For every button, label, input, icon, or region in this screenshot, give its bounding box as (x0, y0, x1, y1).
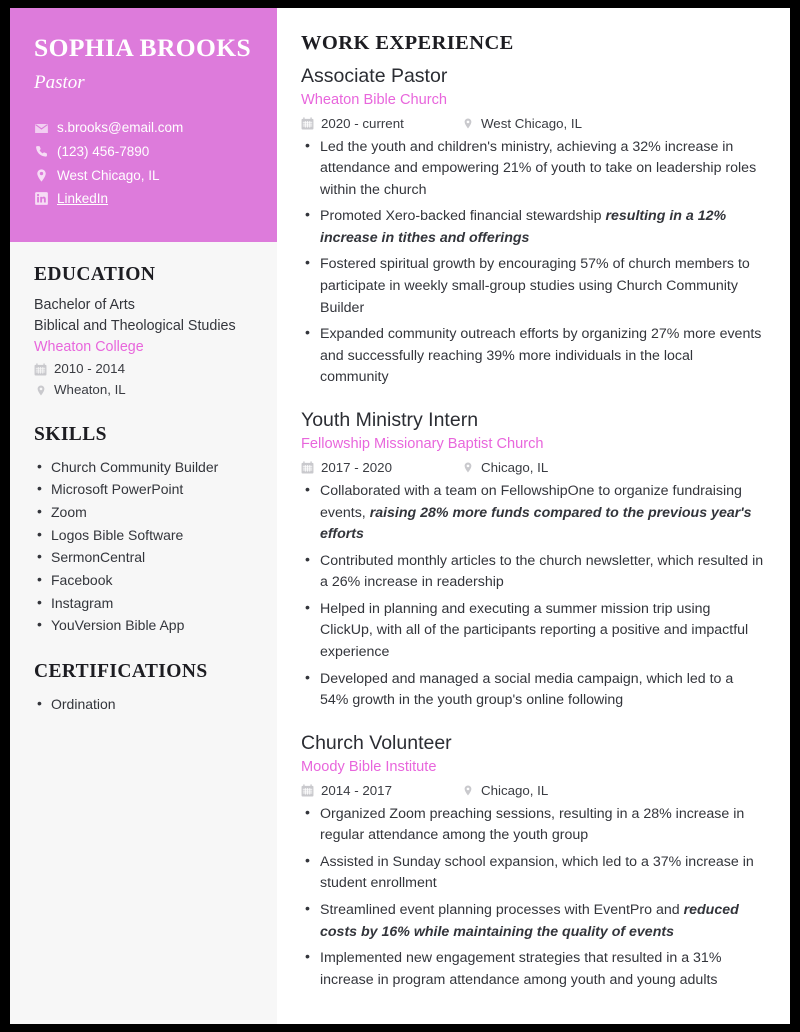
job-dates-row (301, 458, 461, 478)
job-organization: Fellowship Missionary Baptist Church (301, 436, 544, 453)
skills-heading: SKILLS (34, 424, 107, 446)
envelope-icon (34, 121, 49, 136)
job-bullet: • Expanded community outreach efforts by organizing 27% more events and successfully reaching 39% more individuals in the local community (301, 324, 764, 389)
job-dates: 2014 - 2017 (321, 782, 392, 798)
location-pin-icon (461, 784, 474, 797)
location-pin-icon (34, 384, 47, 397)
education-field: Biblical and Theological Studies (34, 317, 236, 334)
job-bullet: • Developed and managed a social media campaign, which led to a 54% growth in the youth group's online following (301, 669, 764, 712)
education-location-row (34, 380, 255, 400)
job-bullet-list (301, 804, 764, 992)
contact-linkedin[interactable] (34, 190, 255, 208)
work-experience-heading: WORK EXPERIENCE (301, 32, 514, 54)
contact-linkedin-text[interactable]: LinkedIn (57, 191, 109, 207)
sidebar-body (10, 242, 277, 1024)
contact-email-text: s.brooks@email.com (57, 120, 184, 136)
job-bullet: • Assisted in Sunday school expansion, which led to a 37% increase in student enrollment (301, 852, 764, 895)
candidate-name: SOPHIA BROOKS (34, 33, 252, 62)
job-meta (301, 458, 764, 478)
calendar-icon (301, 461, 314, 474)
location-pin-icon (461, 461, 474, 474)
contact-list (34, 119, 255, 207)
job-dates-row (301, 114, 461, 134)
job-bullet: • Fostered spiritual growth by encouraging 57% of church members to participate in weekly small-group studies using Church Community Builder (301, 254, 764, 319)
job-title: Associate Pastor (301, 64, 448, 87)
job-bullet: • Collaborated with a team on FellowshipOne to organize fundraising events, raising 28% more funds compared to the previous year's efforts (301, 481, 764, 546)
job-bullet: • Streamlined event planning processes with EventPro and reduced costs by 16% while maintaining the quality of events (301, 900, 764, 943)
contact-email (34, 119, 255, 137)
work-experience-list (301, 65, 764, 992)
job-entry (301, 732, 764, 992)
skill-item: • Zoom (34, 501, 255, 524)
header-block (10, 8, 277, 242)
certifications-section (34, 661, 255, 715)
education-section (34, 264, 255, 400)
skill-item: • Microsoft PowerPoint (34, 478, 255, 501)
contact-phone (34, 143, 255, 161)
calendar-icon (301, 117, 314, 130)
education-heading: EDUCATION (34, 264, 156, 285)
job-location: West Chicago, IL (481, 115, 583, 131)
certifications-heading: CERTIFICATIONS (34, 661, 208, 683)
education-dates-row (34, 359, 255, 379)
job-entry (301, 409, 764, 712)
job-organization: Wheaton Bible Church (301, 91, 448, 108)
job-title: Church Volunteer (301, 731, 452, 754)
calendar-icon (301, 784, 314, 797)
certification-item: • Ordination (34, 693, 255, 716)
skill-item: • YouVersion Bible App (34, 614, 255, 637)
location-pin-icon (461, 117, 474, 130)
job-bullet-list (301, 481, 764, 712)
job-dates: 2017 - 2020 (321, 460, 392, 475)
job-bullet: • Organized Zoom preaching sessions, resulting in a 28% increase in regular attendance among the youth group (301, 804, 764, 847)
job-bullet: • Contributed monthly articles to the church newsletter, which resulted in a 26% increase in readership (301, 551, 764, 594)
sidebar (10, 8, 277, 1024)
education-dates: 2010 - 2014 (54, 361, 125, 377)
job-location: Chicago, IL (481, 782, 549, 798)
skill-item: • Logos Bible Software (34, 524, 255, 547)
job-location: Chicago, IL (481, 460, 549, 475)
education-school: Wheaton College (34, 339, 144, 356)
skill-item: • Church Community Builder (34, 456, 255, 479)
skill-item: • Facebook (34, 569, 255, 592)
skills-section (34, 424, 255, 637)
contact-location (34, 167, 255, 185)
skill-item: • SermonCentral (34, 546, 255, 569)
certifications-list (34, 693, 255, 716)
job-bullet-list (301, 137, 764, 389)
job-meta (301, 781, 764, 801)
education-location: Wheaton, IL (54, 382, 126, 398)
job-bullet: • Led the youth and children's ministry, achieving a 32% increase in attendance and empowering 21% of youth to take on leadership roles within the church (301, 137, 764, 202)
main-content (277, 8, 790, 1024)
job-bullet: • Helped in planning and executing a summer mission trip using ClickUp, with all of the participants reporting a positive and impactful experience (301, 599, 764, 664)
skill-item: • Instagram (34, 592, 255, 615)
job-bullet: • Promoted Xero-backed financial stewardship resulting in a 12% increase in tithes and offerings (301, 206, 764, 249)
calendar-icon (34, 363, 47, 376)
phone-icon (34, 144, 49, 159)
job-title: Youth Ministry Intern (301, 408, 479, 431)
job-bullet-emphasis: reduced costs by 16% while maintaining the quality of events (320, 902, 739, 940)
job-dates: 2020 - current (321, 115, 404, 131)
contact-phone-text: (123) 456-7890 (57, 143, 150, 159)
education-degree: Bachelor of Arts (34, 297, 135, 314)
candidate-title: Pastor (34, 71, 85, 93)
resume-page (10, 8, 790, 1024)
job-location-row (461, 781, 548, 801)
location-pin-icon (34, 168, 49, 183)
skills-list (34, 456, 255, 637)
job-meta (301, 114, 764, 134)
job-location-row (461, 114, 582, 134)
linkedin-icon (34, 191, 49, 206)
job-organization: Moody Bible Institute (301, 759, 437, 776)
job-location-row (461, 458, 548, 478)
job-bullet-emphasis: resulting in a 12% increase in tithes and offerings (320, 208, 727, 246)
contact-location-text: West Chicago, IL (57, 167, 160, 183)
job-dates-row (301, 781, 461, 801)
job-entry (301, 65, 764, 389)
job-bullet-emphasis: raising 28% more funds compared to the previous year's efforts (320, 504, 752, 543)
job-bullet: • Implemented new engagement strategies that resulted in a 31% increase in program attendance among youth and young adults (301, 948, 764, 991)
